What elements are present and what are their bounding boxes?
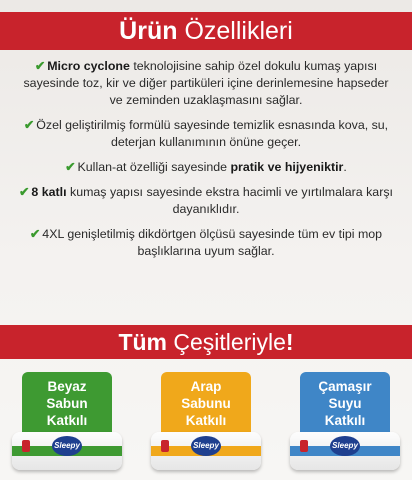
check-icon: ✔	[23, 118, 35, 132]
pack-mark	[300, 440, 308, 452]
variant-label: Sabunu	[181, 396, 231, 411]
feature-highlight: pratik ve hijyeniktir	[230, 160, 344, 174]
pack-mark	[161, 440, 169, 452]
feature-item	[18, 226, 394, 260]
feature-text: .	[343, 160, 347, 174]
feature-highlight: Micro cyclone	[47, 59, 130, 73]
feature-text: kumaş yapısı sayesinde ekstra hacimli ve yırtılmalara karşı dayanıklıdır.	[66, 185, 393, 216]
variants-title-mark: !	[285, 329, 294, 355]
variant-label: Çamaşır	[318, 379, 372, 394]
variant-cards	[0, 368, 412, 480]
brand-logo: Sleepy	[191, 436, 221, 456]
variants-title-bold: Tüm	[118, 329, 167, 355]
pack-mark	[22, 440, 30, 452]
variant-label: Katkılı	[324, 413, 366, 428]
brand-logo: Sleepy	[330, 436, 360, 456]
product-pack-image	[12, 432, 122, 470]
variant-label: Beyaz	[47, 379, 87, 394]
variant-label: Katkılı	[46, 413, 88, 428]
product-pack-image	[151, 432, 261, 470]
check-icon: ✔	[19, 185, 30, 199]
header-title-bold: Ürün	[119, 17, 178, 45]
check-icon: ✔	[34, 59, 46, 73]
variant-label: Katkılı	[185, 413, 227, 428]
feature-item	[18, 184, 394, 218]
header-banner	[0, 12, 412, 50]
feature-text: Özel geliştirilmiş formülü sayesinde temizlik esnasında kova, su, deterjan kullanımının önüne geçer.	[36, 118, 389, 149]
variant-label: Suyu	[328, 396, 362, 411]
feature-highlight: 8 katlı	[31, 185, 67, 199]
feature-item	[18, 117, 394, 151]
feature-text: teknolojisine sahip özel dokulu kumaş yapısı sayesinde toz, kir ve diğer partiküleri içine derinlemesine hapseder ve zeminden uzaklaşmasını sağlar.	[23, 59, 389, 107]
product-pack-image	[290, 432, 400, 470]
feature-item	[18, 159, 394, 176]
check-icon: ✔	[65, 160, 76, 174]
header-title-light: Özellikleri	[184, 17, 293, 45]
variant-label: Arap	[190, 379, 222, 394]
variants-title-light: Çeşitleriyle	[173, 329, 286, 355]
feature-item	[18, 58, 394, 109]
feature-text: Kullan-at özelliği sayesinde	[77, 160, 231, 174]
feature-list	[0, 58, 412, 268]
feature-text: 4XL genişletilmiş dikdörtgen ölçüsü sayesinde tüm ev tipi mop başlıklarına uyum sağlar.	[42, 227, 383, 258]
variant-label: Sabun	[46, 396, 88, 411]
variants-banner	[0, 325, 412, 359]
check-icon: ✔	[29, 227, 41, 241]
brand-logo: Sleepy	[52, 436, 82, 456]
